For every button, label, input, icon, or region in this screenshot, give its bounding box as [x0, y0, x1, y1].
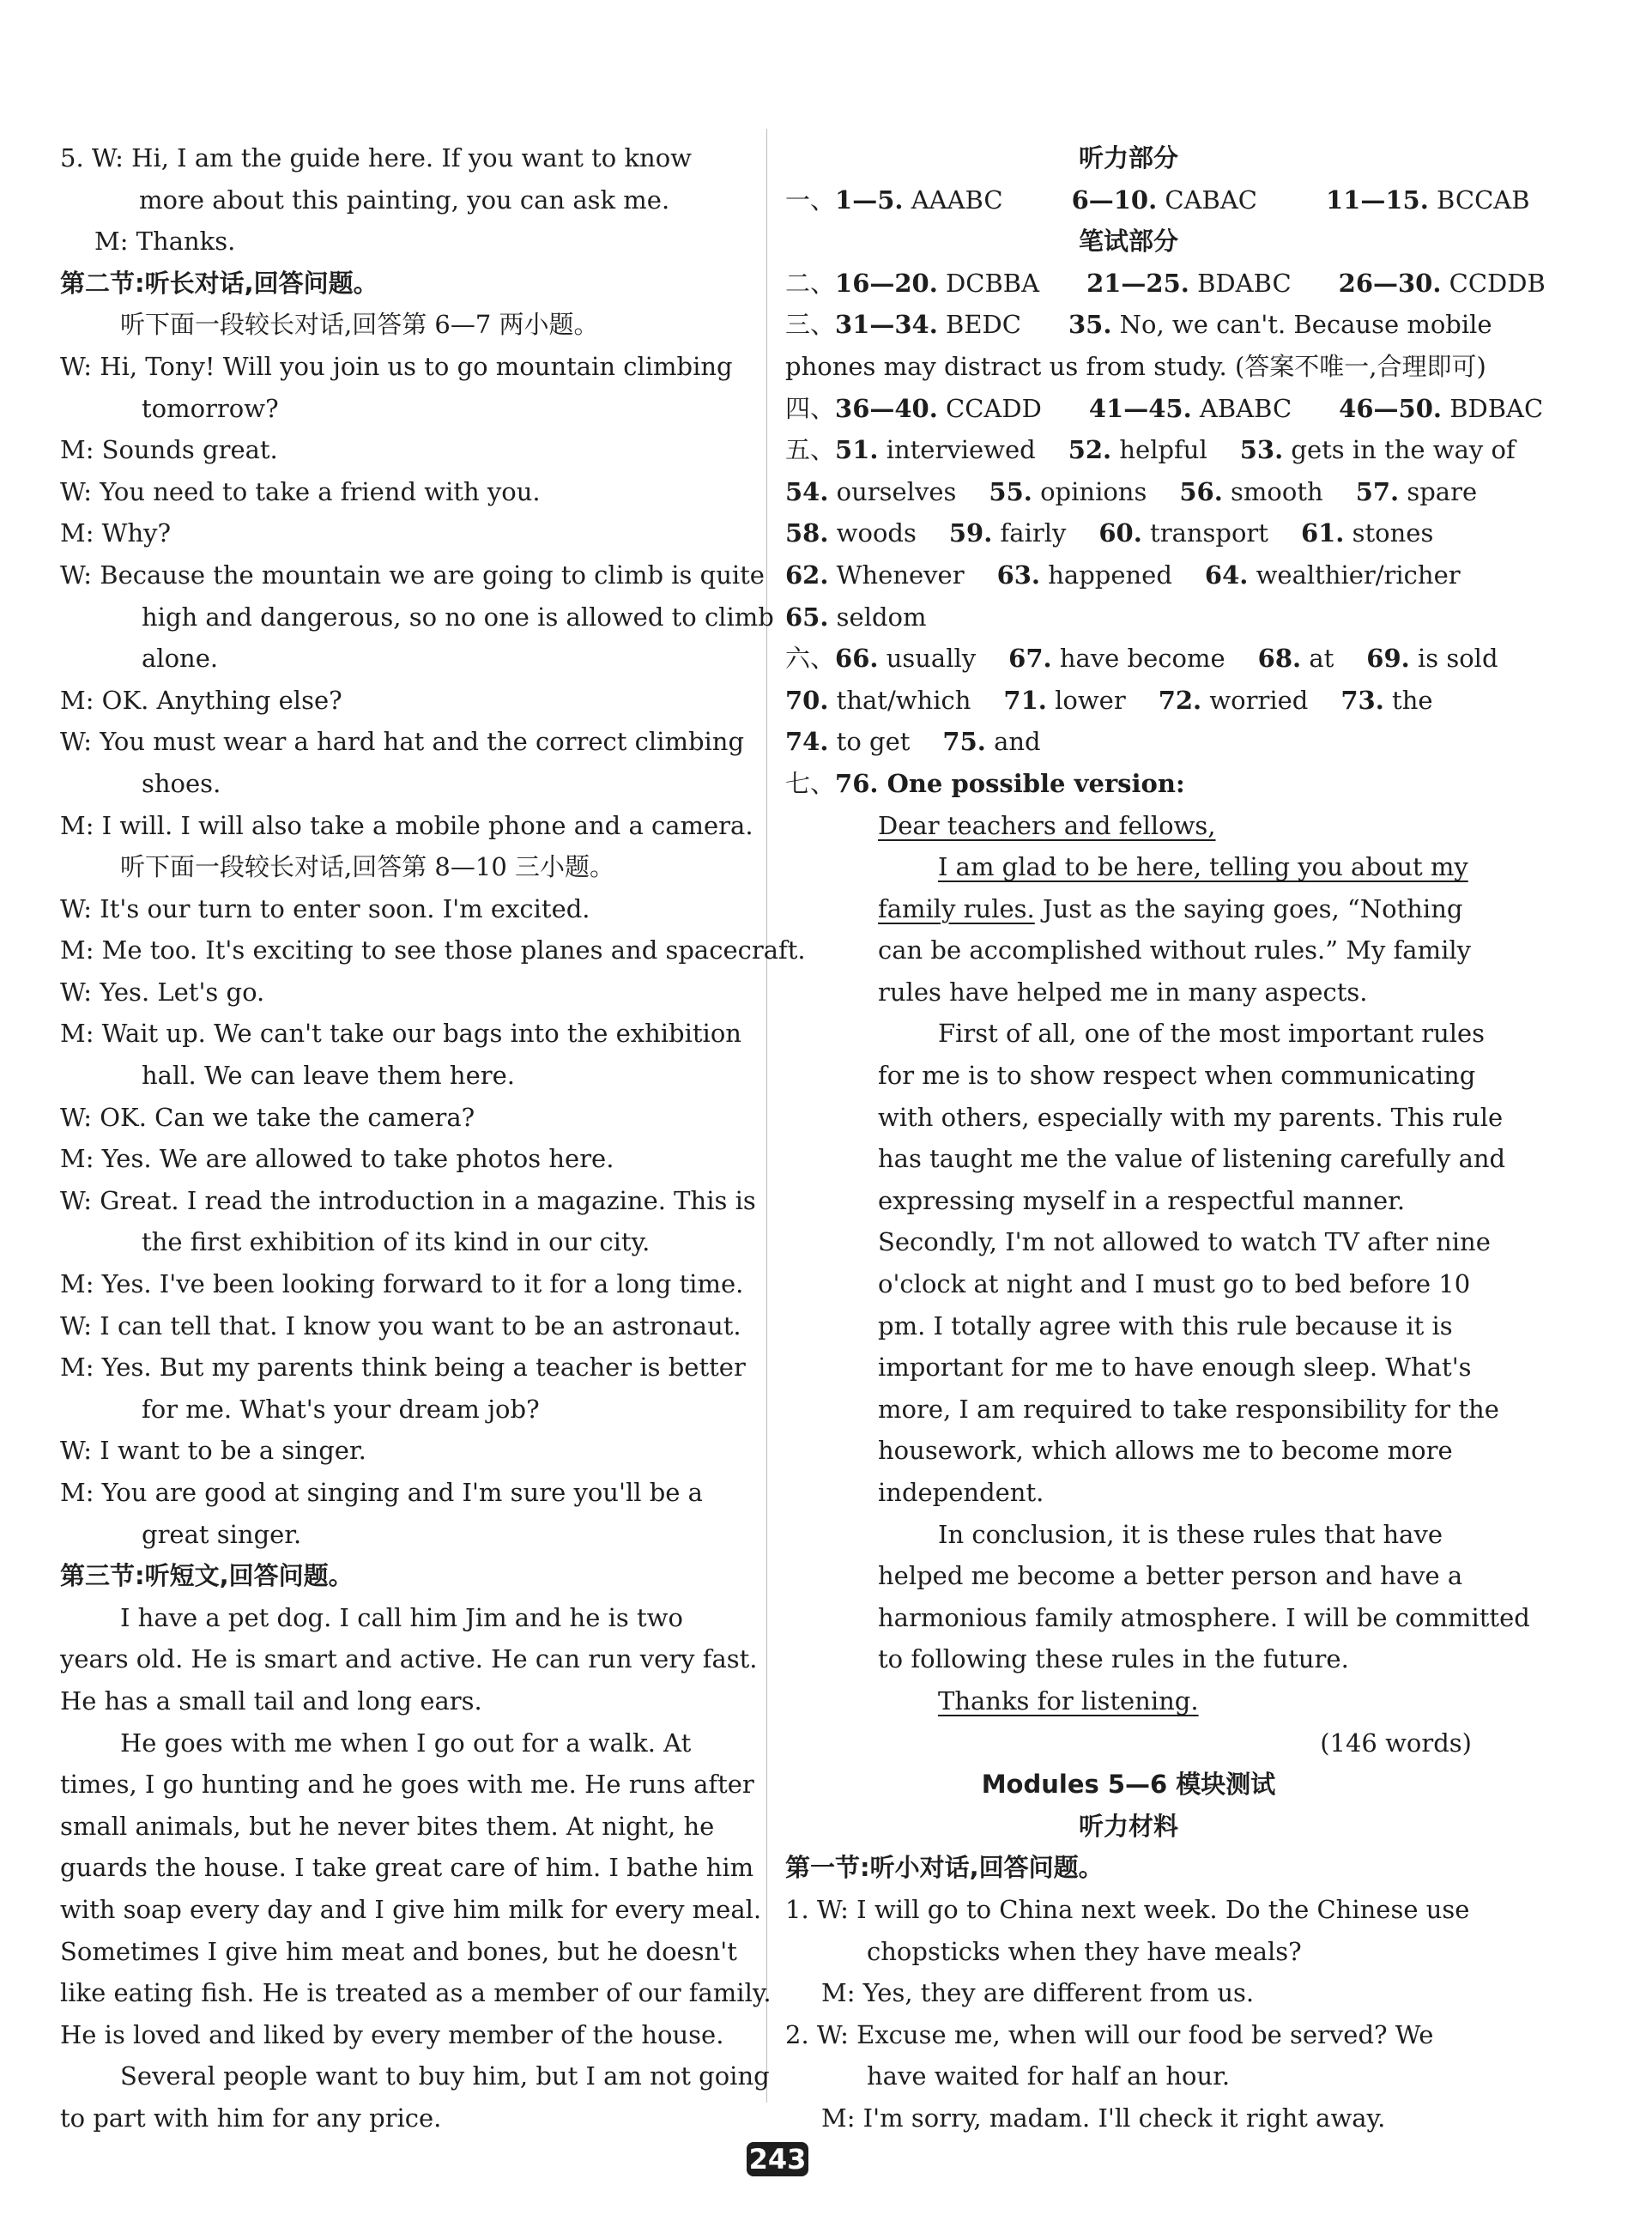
answer-label: 46—50. [1339, 393, 1442, 423]
dialogue-line: W: OK. Can we take the camera? [60, 1102, 475, 1132]
page-number: 243 [747, 2142, 808, 2176]
dialogue-line: 1. W: I will go to China next week. Do the Chinese use [785, 1894, 1470, 1924]
dialogue-line: W: You must wear a hard hat and the correct climbing [60, 727, 745, 757]
answer-value: gets in the way of [1291, 435, 1516, 465]
dialogue-line: more about this painting, you can ask me. [139, 185, 670, 215]
dialogue-line: W: Yes. Let's go. [60, 977, 265, 1007]
answer-value: BDBAC [1449, 393, 1544, 423]
essay-line: expressing myself in a respectful manner. [878, 1185, 1406, 1215]
essay-line: has taught me the value of listening carefully and [878, 1144, 1506, 1174]
answer-value: ourselves [836, 476, 957, 506]
section-intro: 听下面一段较长对话,回答第 8—10 三小题。 [120, 852, 615, 882]
answer-value: DCBBA [946, 268, 1040, 298]
answer-value: No, we can't. Because mobile [1119, 310, 1492, 340]
essay-line: helped me become a better person and have a [878, 1561, 1463, 1591]
essay-line: o'clock at night and I must go to bed before 10 [878, 1269, 1471, 1299]
dialogue-line: M: Wait up. We can't take our bags into the exhibition [60, 1019, 741, 1049]
answer-section-6-row [785, 721, 1472, 763]
answer-label: 64. [1204, 560, 1249, 590]
answer-label: 62. [785, 560, 829, 590]
dialogue-line: M: Thanks. [94, 227, 236, 257]
dialogue-line: have waited for half an hour. [867, 2061, 1231, 2091]
essay-line: rules have helped me in many aspects. [878, 977, 1368, 1007]
answer-label: 75. [942, 727, 986, 757]
answer-value: have become [1059, 644, 1225, 674]
answer-label: 36—40. [835, 393, 938, 423]
dialogue-line: M: I will. I will also take a mobile phone and a camera. [60, 810, 753, 840]
answer-row-4 [785, 388, 1544, 430]
answer-value: Whenever [836, 560, 965, 590]
answer-value: opinions [1040, 476, 1147, 506]
answer-value: lower [1055, 685, 1126, 715]
module-title: Modules 5—6 模块测试 [981, 1770, 1276, 1800]
answer-value: CCADD [946, 393, 1042, 423]
section-heading: 第二节:听长对话,回答问题。 [60, 268, 378, 298]
passage-line: I have a pet dog. I call him Jim and he is two [120, 1602, 683, 1632]
answer-row-1 [785, 179, 1530, 221]
answer-value: stones [1352, 518, 1434, 548]
essay-line: for me is to show respect when communicating [878, 1061, 1476, 1091]
answer-label: 35. [1068, 310, 1112, 340]
answer-label: 31—34. [835, 310, 938, 340]
answer-section-5-row [785, 471, 1478, 513]
essay-line: I am glad to be here, telling you about my [938, 852, 1468, 882]
answer-value: woods [836, 518, 917, 548]
answer-section-5 [785, 429, 1516, 638]
answer-value: transport [1150, 518, 1268, 548]
passage-line: years old. He is smart and active. He can run very fast. [60, 1644, 758, 1674]
answer-label: 21—25. [1086, 268, 1189, 298]
answer-value: interviewed [886, 435, 1036, 465]
answer-value: fairly [1000, 518, 1067, 548]
answer-section-5-row [785, 512, 1472, 554]
answer-label: 16—20. [835, 268, 938, 298]
answer-label: 67. [1008, 644, 1052, 674]
answer-value: worried [1209, 685, 1309, 715]
passage-line: like eating fish. He is treated as a member of our family. [60, 1978, 772, 2008]
passage-line: Several people want to buy him, but I am not going [120, 2061, 770, 2091]
answer-value: and [994, 727, 1041, 757]
answer-label: 1—5. [835, 185, 904, 215]
answer-value: that/which [836, 685, 971, 715]
essay-salutation: Dear teachers and fellows, [878, 810, 1216, 840]
answer-value: happened [1048, 560, 1172, 590]
dialogue-line: M: Me too. It's exciting to see those planes and spacecraft. [60, 935, 806, 965]
essay-line: can be accomplished without rules.” My family [878, 935, 1472, 965]
answer-value: at [1309, 644, 1334, 674]
passage-line: with soap every day and I give him milk for every meal. [60, 1894, 762, 1924]
dialogue-line: M: Sounds great. [60, 435, 278, 465]
answer-label: 61. [1300, 518, 1345, 548]
passage-line: small animals, but he never bites them. At night, he [60, 1811, 715, 1841]
answer-label: 51. [835, 435, 879, 465]
answer-label: 53. [1239, 435, 1284, 465]
answer-label: 72. [1158, 685, 1202, 715]
essay-line: with others, especially with my parents. This rule [878, 1102, 1504, 1132]
answer-label: 58. [785, 518, 829, 548]
answer-value: usually [886, 644, 977, 674]
essay-line: to following these rules in the future. [878, 1644, 1349, 1674]
dialogue-line: alone. [142, 644, 219, 674]
section-number: 五、 [785, 435, 836, 465]
passage-line: He is loved and liked by every member of the house. [60, 2019, 724, 2049]
essay-line: more, I am required to take responsibility for the [878, 1394, 1499, 1424]
answer-label: 55. [989, 476, 1032, 506]
essay-line: harmonious family atmosphere. I will be committed [878, 1602, 1530, 1632]
dialogue-line: M: Yes. But my parents think being a teacher is better [60, 1353, 746, 1383]
passage-line: times, I go hunting and he goes with me. He runs after [60, 1770, 754, 1800]
dialogue-line: shoes. [142, 768, 221, 798]
answer-label: 73. [1340, 685, 1384, 715]
answer-label: 54. [785, 476, 829, 506]
answer-value: AAABC [911, 185, 1003, 215]
essay-line: independent. [878, 1478, 1044, 1507]
answer-row-2 [785, 263, 1546, 305]
dialogue-line: M: Yes. We are allowed to take photos here. [60, 1144, 614, 1174]
answer-value: ABABC [1199, 393, 1292, 423]
answer-label: 74. [785, 727, 829, 757]
section-number: 三、 [785, 310, 836, 340]
dialogue-line: M: Yes. I've been looking forward to it for a long time. [60, 1269, 744, 1299]
answer-value: is sold [1417, 644, 1498, 674]
answer-value: seldom [836, 602, 927, 632]
dialogue-line: great singer. [142, 1519, 302, 1549]
answer-label: 59. [948, 518, 993, 548]
listening-title: 听力部分 [1078, 143, 1178, 172]
answer-value: spare [1407, 476, 1478, 506]
section-number: 四、 [785, 393, 836, 423]
essay-label: 76. One possible version: [835, 768, 1185, 798]
answer-label: 65. [785, 602, 829, 632]
dialogue-line: M: Yes, they are different from us. [821, 1978, 1255, 2008]
section-number: 一、 [785, 185, 836, 215]
answer-label: 26—30. [1338, 268, 1442, 298]
dialogue-line: the first exhibition of its kind in our city. [142, 1227, 651, 1257]
dialogue-line: for me. What's your dream job? [142, 1394, 540, 1424]
answer-label: 63. [996, 560, 1041, 590]
answer-section-5-row [785, 554, 1472, 596]
dialogue-line: chopsticks when they have meals? [867, 1936, 1302, 1966]
dialogue-line: W: Great. I read the introduction in a magazine. This is [60, 1185, 756, 1215]
section-intro: 听下面一段较长对话,回答第 6—7 两小题。 [120, 310, 599, 340]
passage-line: guards the house. I take great care of him. I bathe him [60, 1853, 754, 1883]
essay-closing: Thanks for listening. [938, 1685, 1199, 1716]
dialogue-line: 2. W: Excuse me, when will our food be served? We [785, 2019, 1434, 2049]
answer-value: BCCAB [1437, 185, 1530, 215]
dialogue-line: W: Because the mountain we are going to climb is quite [60, 560, 765, 590]
dialogue-line: W: It's our turn to enter soon. I'm excited. [60, 893, 590, 923]
answer-label: 52. [1068, 435, 1112, 465]
answer-section-5-row [785, 596, 1472, 638]
essay-line: In conclusion, it is these rules that have [938, 1519, 1443, 1549]
dialogue-line: high and dangerous, so no one is allowed to climb [142, 602, 774, 632]
column-divider [766, 129, 767, 2103]
dialogue-line: M: OK. Anything else? [60, 685, 342, 715]
answer-value: the [1392, 685, 1433, 715]
answer-label: 56. [1179, 476, 1223, 506]
answer-label: 57. [1355, 476, 1400, 506]
dialogue-line: W: I can tell that. I know you want to be an astronaut. [60, 1310, 741, 1340]
dialogue-line: W: You need to take a friend with you. [60, 476, 541, 506]
dialogue-line: tomorrow? [142, 393, 279, 423]
dialogue-line: hall. We can leave them here. [142, 1061, 515, 1091]
answer-value: smooth [1231, 476, 1323, 506]
passage-line: to part with him for any price. [60, 2103, 442, 2133]
answer-label: 68. [1257, 644, 1302, 674]
answer-row-3-cont: phones may distract us from study. (答案不唯一,合理即可) [785, 351, 1486, 381]
written-title: 笔试部分 [1078, 227, 1178, 257]
section-number: 七、 [785, 768, 836, 798]
essay-line: family rules. Just as the saying goes, “Nothing [878, 893, 1463, 923]
essay-line: important for me to have enough sleep. What's [878, 1353, 1472, 1383]
passage-line: Sometimes I give him meat and bones, but he doesn't [60, 1936, 737, 1966]
dialogue-line: W: Hi, Tony! Will you join us to go mountain climbing [60, 351, 733, 381]
answer-value: to get [836, 727, 911, 757]
answer-section-6-row [785, 680, 1472, 722]
dialogue-line: M: You are good at singing and I'm sure you'll be a [60, 1478, 703, 1507]
material-title: 听力材料 [1078, 1811, 1178, 1841]
section-number: 二、 [785, 268, 836, 298]
answer-label: 70. [785, 685, 829, 715]
essay-line: pm. I totally agree with this rule because it is [878, 1310, 1453, 1340]
answer-label: 60. [1098, 518, 1142, 548]
left-column [60, 137, 806, 2139]
answer-value: BDABC [1197, 268, 1292, 298]
answer-section-5-row [785, 429, 1516, 471]
answer-label: 69. [1366, 644, 1410, 674]
dialogue-line: M: Why? [60, 518, 172, 548]
dialogue-line: W: I want to be a singer. [60, 1436, 366, 1466]
section-heading: 第一节:听小对话,回答问题。 [785, 1853, 1104, 1883]
essay-line: First of all, one of the most important rules [938, 1019, 1486, 1049]
essay-line: housework, which allows me to become more [878, 1436, 1453, 1466]
right-column [785, 137, 1546, 2139]
section-number: 六、 [785, 644, 836, 674]
word-count: (146 words) [1320, 1728, 1472, 1758]
answer-row-7 [785, 763, 1472, 805]
answer-label: 66. [835, 644, 879, 674]
answer-label: 71. [1003, 685, 1047, 715]
answer-row-3 [785, 304, 1492, 346]
answer-section-6 [785, 638, 1498, 763]
answer-value: wealthier/richer [1256, 560, 1461, 590]
dialogue-line: 5. W: Hi, I am the guide here. If you want to know [60, 143, 692, 172]
answer-label: 6—10. [1071, 185, 1158, 215]
answer-label: 41—45. [1088, 393, 1192, 423]
answer-value: helpful [1119, 435, 1207, 465]
answer-value: CABAC [1165, 185, 1257, 215]
answer-value: CCDDB [1449, 268, 1546, 298]
answer-label: 11—15. [1326, 185, 1429, 215]
passage-line: He has a small tail and long ears. [60, 1685, 482, 1716]
dialogue-line: M: I'm sorry, madam. I'll check it right away. [821, 2103, 1386, 2133]
answer-section-6-row [785, 638, 1498, 680]
passage-line: He goes with me when I go out for a walk. At [120, 1728, 692, 1758]
essay-line: Secondly, I'm not allowed to watch TV after nine [878, 1227, 1491, 1257]
section-heading: 第三节:听短文,回答问题。 [60, 1561, 354, 1591]
answer-value: BEDC [946, 310, 1021, 340]
